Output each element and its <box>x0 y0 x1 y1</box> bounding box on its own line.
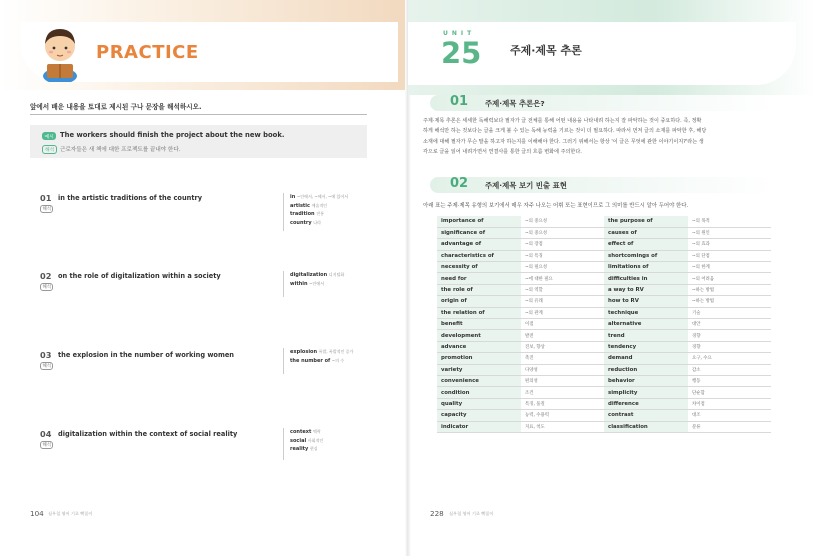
expression-ko: 능력, 수용력 <box>521 410 604 421</box>
example-sentence: The workers should finish the project about the new book. <box>60 130 285 139</box>
expression-en: promotion <box>437 353 521 364</box>
expression-ko: ~의 어려움 <box>688 273 771 284</box>
unit-label: UNIT <box>443 30 476 37</box>
vocab-item: context 맥락 <box>290 429 321 435</box>
vocab-item: tradition 전통 <box>290 211 324 217</box>
vocab-divider <box>283 348 284 374</box>
expression-ko: 촉진 <box>521 353 604 364</box>
expression-ko: ~의 원인 <box>688 227 771 238</box>
expression-en: alternative <box>604 319 688 330</box>
expression-en: condition <box>437 387 521 398</box>
expression-en: technique <box>604 307 688 318</box>
expression-en: contrast <box>604 410 688 421</box>
expression-en: the relation of <box>437 307 521 318</box>
vocab-item: artistic 예술적인 <box>290 202 328 209</box>
question-text: the explosion in the number of working women <box>58 350 234 359</box>
expression-en: capacity <box>437 410 521 421</box>
section-01-header <box>430 95 775 111</box>
question-text: digitalization within the context of social reality <box>58 429 238 438</box>
table-row <box>437 307 771 318</box>
expression-en: reduction <box>604 364 688 375</box>
section-number: 02 <box>450 176 469 191</box>
expression-en: shortcomings of <box>604 250 688 261</box>
vocab-item: reality 현실 <box>290 446 318 452</box>
expression-ko: 감소 <box>688 364 771 375</box>
table-row <box>437 364 771 375</box>
expression-ko: ~의 단점 <box>688 250 771 261</box>
table-row <box>437 296 771 307</box>
expression-ko: ~에 대한 필요 <box>521 273 604 284</box>
expression-en: indicator <box>437 421 521 432</box>
expression-en: advantage of <box>437 239 521 250</box>
table-row <box>437 421 771 432</box>
table-row <box>437 239 771 250</box>
table-row <box>437 319 771 330</box>
table-row <box>437 341 771 352</box>
expression-ko: ~의 장점 <box>521 239 604 250</box>
translation-tag: 해석 <box>40 362 53 370</box>
expression-ko: 분류 <box>688 421 771 432</box>
expression-en: development <box>437 330 521 341</box>
expression-en: demand <box>604 353 688 364</box>
expression-ko: 대조 <box>688 410 771 421</box>
table-row <box>437 387 771 398</box>
expression-en: a way to RV <box>604 284 688 295</box>
vocab-item: social 사회적인 <box>290 437 324 444</box>
expression-ko: ~의 한계 <box>688 262 771 273</box>
section-number: 01 <box>450 94 469 109</box>
expression-ko: 이점 <box>521 319 604 330</box>
question-number: 01 <box>40 193 52 203</box>
page-number-left: 104 <box>30 509 44 518</box>
expression-en: quality <box>437 398 521 409</box>
expression-en: classification <box>604 421 688 432</box>
reading-student-illustration <box>38 24 82 82</box>
expression-ko: 지표, 척도 <box>521 421 604 432</box>
example-translation: 근로자들은 새 책에 대한 프로젝트를 끝내야 한다. <box>60 146 181 153</box>
expression-ko: 조건 <box>521 387 604 398</box>
practice-title: PRACTICE <box>96 42 199 63</box>
expression-en: convenience <box>437 375 521 386</box>
vocab-item: the number of ~의 수 <box>290 357 345 364</box>
expression-en: origin of <box>437 296 521 307</box>
section-title: 주제·제목 추론은? <box>485 99 545 108</box>
translation-tag: 해석 <box>40 205 53 213</box>
expression-table <box>437 216 771 433</box>
expression-ko: ~의 관계 <box>521 307 604 318</box>
translation-tag: 해석 <box>40 283 53 291</box>
instruction-text: 앞에서 배운 내용을 토대로 제시된 구나 문장을 해석하시오. <box>30 103 202 111</box>
vocab-divider <box>283 193 284 231</box>
section-02-header <box>430 177 775 193</box>
divider <box>30 114 367 115</box>
expression-ko: 다양성 <box>521 364 604 375</box>
expression-ko: ~의 효과 <box>688 239 771 250</box>
table-row <box>437 262 771 273</box>
table-row <box>437 410 771 421</box>
section-title: 주제·제목 보기 빈출 표현 <box>485 181 567 190</box>
expression-ko: ~의 역할 <box>521 284 604 295</box>
expression-ko: 차이점 <box>688 398 771 409</box>
expression-en: the purpose of <box>604 216 688 227</box>
vocab-divider <box>283 428 284 460</box>
expression-ko: ~의 필요성 <box>521 262 604 273</box>
expression-en: benefit <box>437 319 521 330</box>
expression-ko: ~의 특징 <box>521 250 604 261</box>
unit-title: 주제·제목 추론 <box>510 44 582 57</box>
vocab-list-01 <box>290 193 390 227</box>
question-number: 03 <box>40 350 52 360</box>
table-row <box>437 227 771 238</box>
expression-en: trend <box>604 330 688 341</box>
table-row <box>437 353 771 364</box>
expression-ko: ~의 중요성 <box>521 216 604 227</box>
expression-ko: 특징, 품질 <box>521 398 604 409</box>
expression-ko: 요구, 수요 <box>688 353 771 364</box>
expression-en: effect of <box>604 239 688 250</box>
expression-en: need for <box>437 273 521 284</box>
expression-en: variety <box>437 364 521 375</box>
table-row <box>437 273 771 284</box>
expression-en: causes of <box>604 227 688 238</box>
expression-ko: 경향 <box>688 341 771 352</box>
expression-en: necessity of <box>437 262 521 273</box>
expression-ko: 기술 <box>688 307 771 318</box>
table-row <box>437 284 771 295</box>
expression-en: advance <box>437 341 521 352</box>
question-text: in the artistic traditions of the country <box>58 193 203 202</box>
question-number: 02 <box>40 271 52 281</box>
example-box <box>30 125 367 158</box>
vocab-item: explosion 폭발, 폭발적인 증가 <box>290 349 354 355</box>
expression-en: simplicity <box>604 387 688 398</box>
table-row <box>437 250 771 261</box>
expression-en: the role of <box>437 284 521 295</box>
vocab-item: country 나라 <box>290 219 321 226</box>
expression-ko: ~의 중요성 <box>521 227 604 238</box>
vocab-item: within ~안에서 <box>290 280 325 287</box>
expression-en: difference <box>604 398 688 409</box>
table-row <box>437 330 771 341</box>
expression-ko: 대안 <box>688 319 771 330</box>
expression-en: tendency <box>604 341 688 352</box>
vocab-item: digitalization 디지털화 <box>290 272 345 278</box>
expression-en: importance of <box>437 216 521 227</box>
expression-en: limitations of <box>604 262 688 273</box>
page-number-right: 228 <box>430 509 444 518</box>
vocab-item: in ~안에서, ~에서, ~에 있어서 <box>290 194 349 200</box>
table-row <box>437 398 771 409</box>
expression-en: significance of <box>437 227 521 238</box>
vocab-list-04 <box>290 428 390 454</box>
unit-number: 25 <box>441 36 482 70</box>
expression-ko: 행동 <box>688 375 771 386</box>
table-row <box>437 216 771 227</box>
vocab-divider <box>283 271 284 297</box>
expression-ko: 단순함 <box>688 387 771 398</box>
expression-ko: ~하는 방법 <box>688 296 771 307</box>
vocab-list-03 <box>290 348 390 365</box>
expression-en: how to RV <box>604 296 688 307</box>
expression-en: difficulties in <box>604 273 688 284</box>
book-title-left: 심우철 영어 기초 빡꼼이 <box>48 511 93 516</box>
expression-ko: 진보, 향상 <box>521 341 604 352</box>
expression-ko: 경향 <box>688 330 771 341</box>
book-title-right: 심우철 영어 기초 빡꼼이 <box>449 511 494 516</box>
expression-ko: 발전 <box>521 330 604 341</box>
question-text: on the role of digitalization within a society <box>58 271 221 280</box>
expression-ko: 편의성 <box>521 375 604 386</box>
vocab-list-02 <box>290 271 390 288</box>
translation-tag: 해석 <box>40 441 53 449</box>
table-row <box>437 375 771 386</box>
example-tag: 예시 <box>42 132 56 140</box>
question-number: 04 <box>40 429 52 439</box>
expression-ko: ~의 목적 <box>688 216 771 227</box>
expression-en: characteristics of <box>437 250 521 261</box>
expression-ko: ~의 유래 <box>521 296 604 307</box>
section-01-paragraph: 주제·제목 추론은 세세한 독해력보다 필자가 글 전체를 통해 어떤 내용을 나타내려 하는지 잘 파악하는 것이 중요하다. 즉, 정확 하게 해석만 하는 것보다는 글을 크게 볼 수 있는 독해 능력을 기르는 것이 더 필요하다. 따라서 먼저 글의 소재를 파악한 후, 해당 소재에 대해 필자가 무슨 말을 하고자 하는지를 이해해야 한다. 그러기 위해서는 항상 '이 글은 무엇에 관한 이야기이지?'라는 생 각으로 글을 읽어 내려가면서 연결사를 통한 글의 흐름 변화에 주의한다. <box>423 118 707 155</box>
section-02-intro: 아래 표는 주제·제목 유형의 보기에서 매우 자주 나오는 어휘 또는 표현이므로 그 의미를 반드시 알아 두어야 한다. <box>423 203 689 209</box>
expression-en: behavior <box>604 375 688 386</box>
expression-ko: ~하는 방법 <box>688 284 771 295</box>
translation-tag: 해석 <box>42 145 57 154</box>
